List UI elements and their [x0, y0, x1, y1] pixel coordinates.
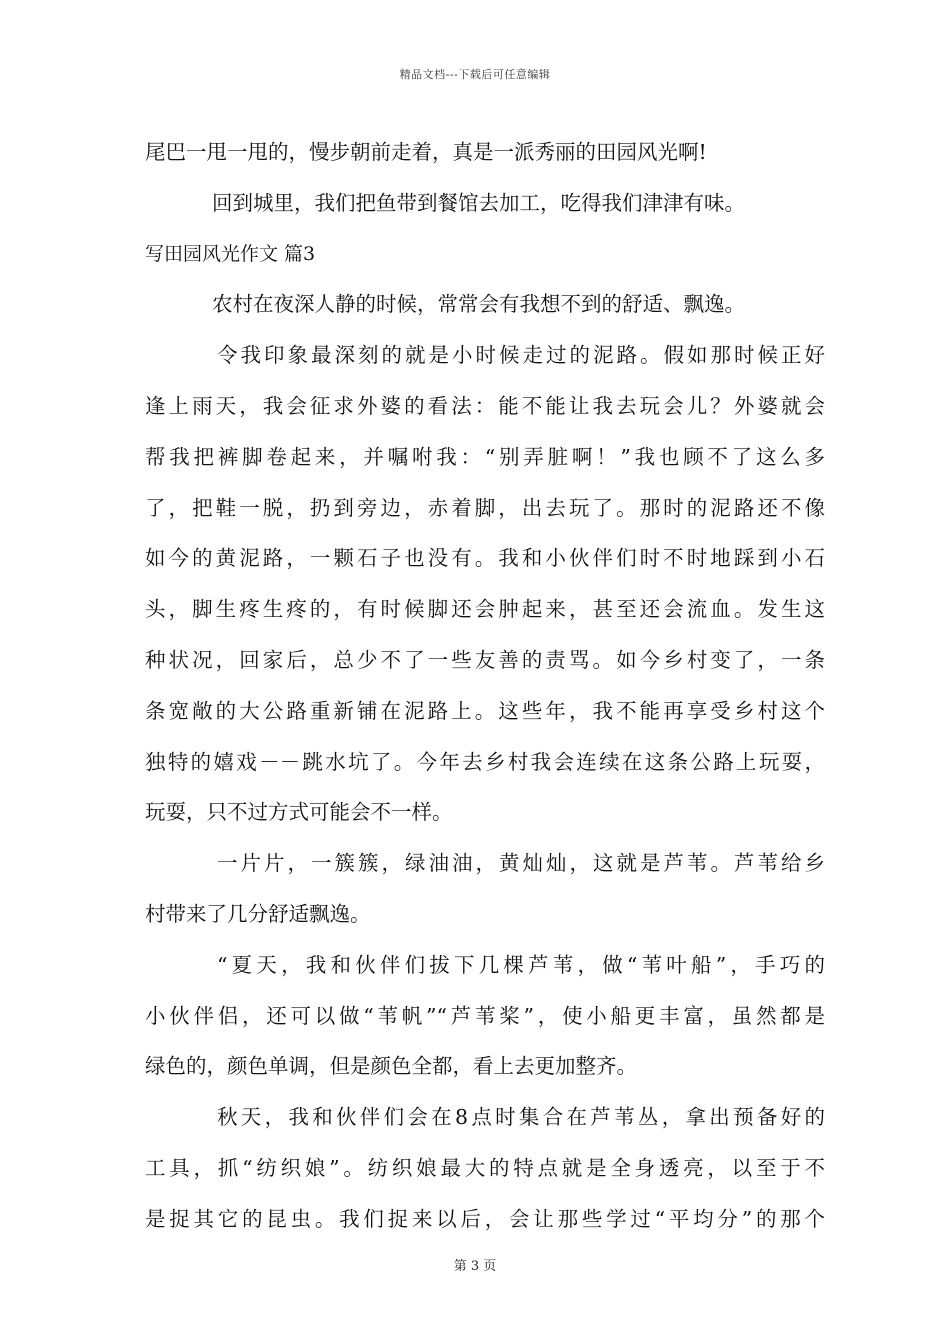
text-line: 种状况，回家后，总少不了一些友善的责骂。如今乡村变了，一条: [145, 647, 825, 672]
text-line: 农村在夜深人静的时候，常常会有我想不到的舒适、飘逸。: [212, 292, 745, 317]
text-line: 条宽敞的大公路重新铺在泥路上。这些年，我不能再享受乡村这个: [145, 698, 825, 723]
page-number: 第 3 页: [453, 1259, 497, 1274]
text-line: 回到城里，我们把鱼带到餐馆去加工，吃得我们津津有味。: [212, 190, 745, 215]
text-line: 帮我把裤脚卷起来，并嘱咐我：“别弄脏啊！”我也顾不了这么多: [145, 444, 825, 469]
text-line: 小伙伴侣，还可以做“苇帆”“芦苇桨”，使小船更丰富，虽然都是: [145, 1003, 825, 1028]
text-line: “夏天，我和伙伴们拔下几棵芦苇，做“苇叶船”，手巧的: [217, 952, 825, 977]
text-line: 秋天，我和伙伴们会在8点时集合在芦苇丛，拿出预备好的: [217, 1105, 825, 1130]
text-line: 一片片，一簇簇，绿油油，黄灿灿，这就是芦苇。芦苇给乡: [217, 851, 825, 876]
document-body: [145, 127, 825, 1245]
text-line: 独特的嬉戏－－跳水坑了。今年去乡村我会连续在这条公路上玩耍，: [145, 749, 825, 774]
text-line: 尾巴一甩一甩的，慢步朝前走着，真是一派秀丽的田园风光啊!: [145, 140, 707, 164]
text-line: 如今的黄泥路，一颗石子也没有。我和小伙伴们时不时地踩到小石: [145, 546, 825, 571]
text-line: 是捉其它的昆虫。我们捉来以后，会让那些学过“平均分”的那个: [145, 1206, 825, 1231]
text-line: 绿色的，颜色单调，但是颜色全都，看上去更加整齐。: [145, 1054, 637, 1079]
text-line: 头，脚生疼生疼的，有时候脚还会肿起来，甚至还会流血。发生这: [145, 597, 825, 622]
text-line: 玩耍，只不过方式可能会不一样。: [145, 800, 453, 825]
page-header: 精品文档---下载后可任意编辑: [399, 68, 551, 81]
text-line: 了，把鞋一脱，扔到旁边，赤着脚，出去玩了。那时的泥路还不像: [145, 495, 825, 520]
text-line: 逢上雨天，我会征求外婆的看法：能不能让我去玩会儿？外婆就会: [145, 393, 825, 418]
text-line: 村带来了几分舒适飘逸。: [145, 901, 371, 926]
text-line: 令我印象最深刻的就是小时候走过的泥路。假如那时候正好: [217, 343, 825, 368]
text-line: 工具，抓“纺织娘”。纺织娘最大的特点就是全身透亮，以至于不: [145, 1155, 825, 1180]
section-title: 写田园风光作文 篇3: [145, 242, 316, 265]
